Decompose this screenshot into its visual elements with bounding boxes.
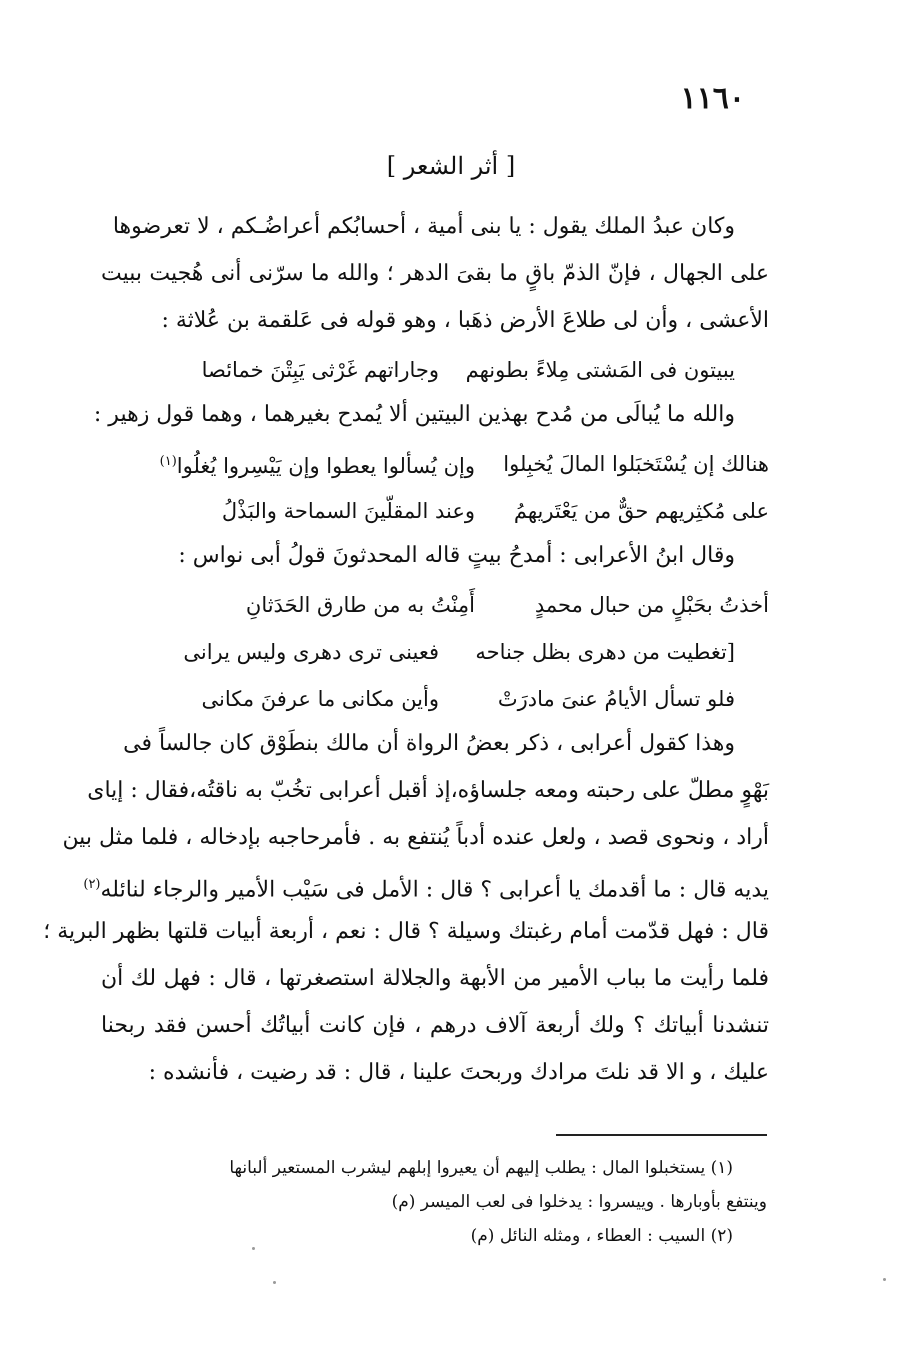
verse-line — [101, 440, 769, 487]
verse-line — [101, 346, 769, 393]
text-line — [101, 534, 769, 581]
verse-second-hemistich: وإن يُسألوا يعطوا وإن يَيْسِروا يُغلُوا$^{(١)}$ — [159, 453, 475, 478]
verse-second-hemistich: فعينى ترى دهرى وليس يرانى — [183, 639, 439, 664]
footnote-line: وينتفع بأوبارها . وييسروا : يدخلوا فى لعب الميسر (م) — [391, 1192, 767, 1212]
page-number: ١١٦٠ — [680, 81, 745, 116]
text-line — [101, 299, 769, 346]
verse-line — [101, 487, 769, 534]
line-text: والله ما يُبالَى من مُدح بهذين البيتين ألا يُمدح بغيرهما ، وهما قول زهير : — [93, 402, 735, 427]
verse-second-hemistich: أَمِنْتُ به من طارق الحَدَثانِ — [245, 592, 475, 617]
text-line — [83, 863, 769, 910]
footnote-marker: (١) — [159, 453, 177, 469]
verse-first-hemistich: يبيتون فى المَشتى مِلاءً بطونهم — [465, 357, 735, 382]
print-speck — [252, 1247, 255, 1250]
print-speck — [273, 1281, 276, 1284]
line-text: وهذا كقول أعرابى ، ذكر بعضُ الرواة أن مالك بنطَوْق كان جالساً فى — [123, 731, 735, 756]
line-text: فلما رأيت ما بباب الأمير من الأبهة والجلالة استصغرتها ، قال : فهل لك أن — [101, 966, 770, 991]
verse-line — [101, 581, 769, 628]
print-speck — [883, 1278, 886, 1281]
text-line — [101, 205, 769, 252]
text-line — [43, 910, 769, 957]
line-text: تنشدنا أبياتك ؟ ولك أربعة آلاف درهم ، فإن كانت أبياتُك أحسن فقد ربحنا — [101, 1013, 769, 1038]
section-title: [ أثر الشعر ] — [386, 152, 516, 180]
text-line — [101, 722, 769, 769]
line-text: وقال ابنُ الأعرابى : أمدحُ بيتٍ قاله المحدثونَ قولُ أبى نواس : — [178, 543, 735, 568]
footnote-marker: (٢) — [83, 877, 101, 892]
verse-first-hemistich: أخذتُ بحَبْلٍ من حبال محمدٍ — [534, 592, 769, 617]
body-text — [43, 205, 770, 1098]
text-line — [101, 1051, 769, 1098]
line-text: عليك ، و الا قد نلتَ مرادك وربحتَ علينا ، قال : قد رضيت ، فأنشده : — [148, 1060, 769, 1085]
verse-first-hemistich: على مُكثِريهم حقٌّ من يَعْتَريهمُ — [513, 498, 769, 523]
line-text: وكان عبدُ الملك يقول : يا بنى أمية ، أحسابُكم أعراضُـكم ، لا تعرضوها — [112, 214, 735, 239]
verse-first-hemistich: [تغطيت من دهرى بظل جناحه — [475, 639, 735, 664]
line-text: قال : فهل قدّمت أمام رغبتك وسيلة ؟ قال : نعم ، أربعة أبيات قلتها بظهر البرية ؛ — [43, 919, 769, 944]
line-text: الأعشى ، وأن لى طلاعَ الأرض ذهَبا ، وهو قوله فى عَلقمة بن عُلاثة : — [161, 308, 769, 333]
text-line — [93, 393, 769, 440]
verse-second-hemistich: وجاراتهم غَرْثى يَبِتْنَ خمائصا — [201, 357, 439, 382]
footnote-line: (٢) السيب : العطاء ، ومثله النائل (م) — [470, 1226, 733, 1246]
verse-line — [101, 628, 769, 675]
text-line — [62, 816, 769, 863]
text-line — [101, 957, 769, 1004]
footnote-line: (١) يستخبلوا المال : يطلب إليهم أن يعيروا إبلهم ليشرب المستعير ألبانها — [229, 1158, 733, 1178]
verse-second-hemistich: وعند المقلّينَ السماحة والبَذْلُ — [221, 498, 475, 523]
line-text: أراد ، ونحوى قصد ، ولعل عنده أدباً يُنتفع به . فأمرحاجبه بإدخاله ، فلما مثل بين — [62, 825, 769, 850]
verse-first-hemistich: فلو تسأل الأيامُ عنىَ مادرَتْ — [497, 686, 735, 711]
verse-first-hemistich: هنالك إن يُسْتَخبَلوا المالَ يُخبِلوا — [503, 451, 769, 476]
text-line — [101, 252, 769, 299]
footnote-separator — [556, 1134, 767, 1136]
verse-line — [101, 675, 769, 722]
text-line — [101, 1004, 769, 1051]
line-text: بَهْوٍ مطلّ على رحبته ومعه جلساؤه،إذ أقبل أعرابى تخُبّ به ناقتُه،فقال : إياى — [87, 778, 769, 803]
line-text: يديه قال : ما أقدمك يا أعرابى ؟ قال : الأمل فى سَيْب الأمير والرجاء لنائله — [100, 877, 769, 903]
footnotes — [103, 1152, 767, 1254]
text-line — [87, 769, 769, 816]
verse-second-hemistich: وأين مكانى ما عرفنَ مكانى — [201, 686, 439, 711]
line-text: على الجهال ، فإنّ الذمّ باقٍ ما بقىَ الدهر ؛ والله ما سرّنى أنى هُجيت ببيت — [101, 261, 769, 286]
